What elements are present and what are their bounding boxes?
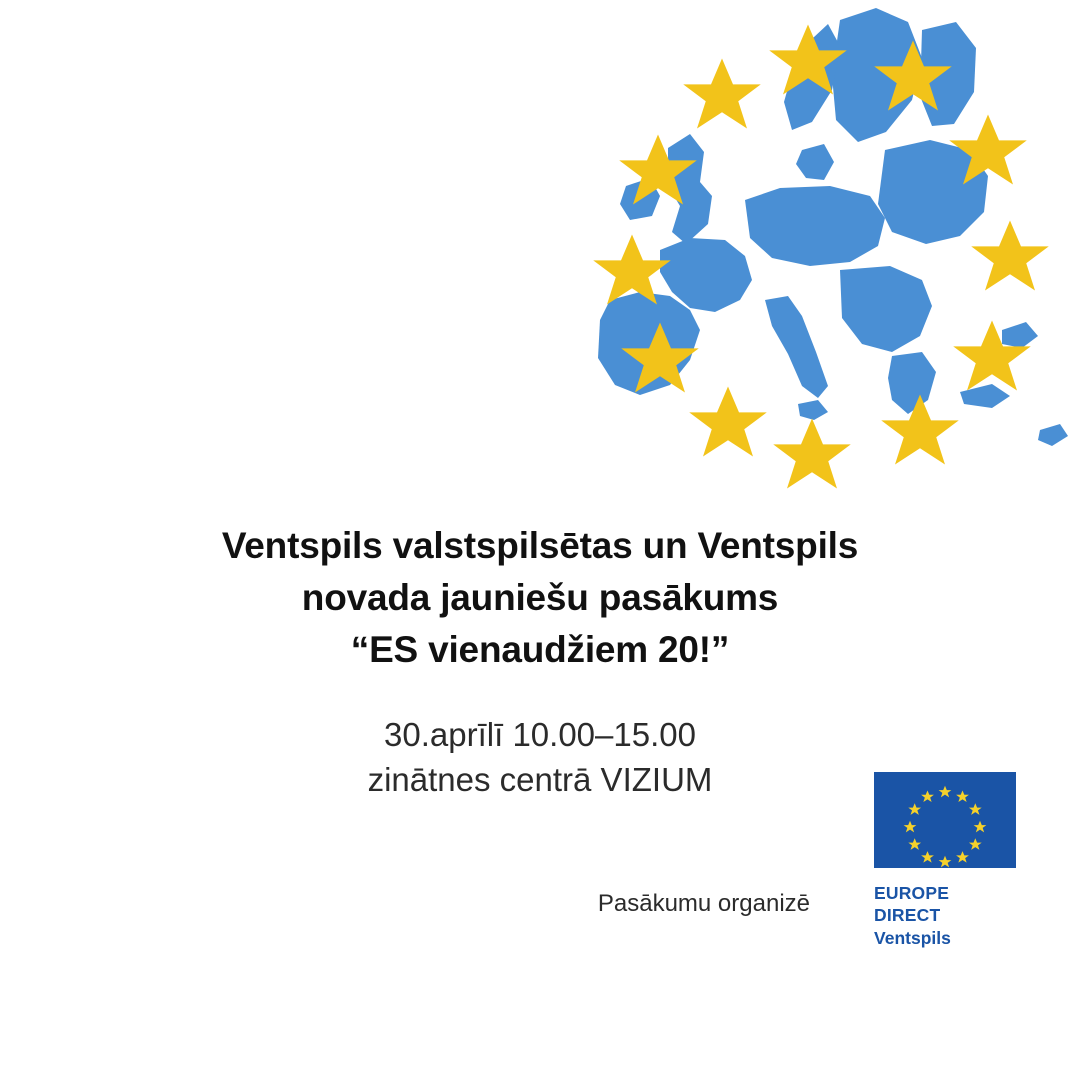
europe-direct-logo <box>874 772 1020 950</box>
event-venue: zinātnes centrā VIZIUM <box>367 761 713 798</box>
event-datetime: 30.aprīlī 10.00–15.00 <box>384 716 696 753</box>
headline-line-2: novada jauniešu pasākums <box>301 577 779 618</box>
europe-direct-title: EUROPE DIRECT <box>874 883 950 925</box>
hero-graphic <box>540 0 1080 510</box>
headline-line-3: “ES vienaudžiem 20!” <box>350 629 730 670</box>
headline-line-1: Ventspils valstspilsētas un Ventspils <box>221 525 859 566</box>
organizer-label: Pasākumu organizē <box>597 890 810 917</box>
europe-direct-subtitle: Ventspils <box>874 928 951 948</box>
eu-flag-icon <box>874 772 1016 868</box>
page-title <box>0 520 1080 676</box>
